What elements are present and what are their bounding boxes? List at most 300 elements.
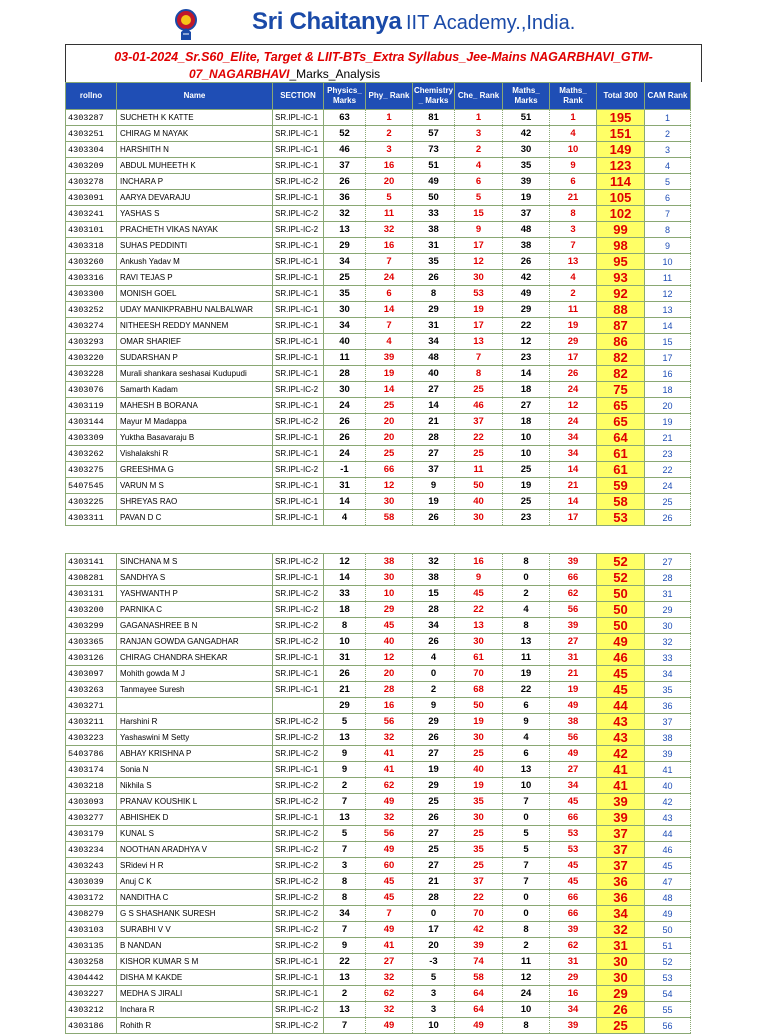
- table-row: [66, 446, 691, 462]
- cam-rank-cell: 55: [645, 1002, 691, 1018]
- table-row: [66, 570, 691, 586]
- maths-rank-cell: 4: [550, 126, 597, 142]
- maths-rank-cell: 31: [550, 954, 597, 970]
- maths-rank-cell: 11: [550, 302, 597, 318]
- phy-rank-cell: 29: [366, 602, 413, 618]
- rollno-cell: 4303131: [66, 586, 117, 602]
- cam-rank-cell: 12: [645, 286, 691, 302]
- total-cell: 36: [597, 874, 645, 890]
- che-rank-cell: 42: [455, 922, 503, 938]
- physics-marks-cell: -1: [324, 462, 366, 478]
- physics-marks-cell: 11: [324, 350, 366, 366]
- table-row: [66, 970, 691, 986]
- name-cell: RANJAN GOWDA GANGADHAR: [117, 634, 273, 650]
- phy-rank-cell: 11: [366, 206, 413, 222]
- total-cell: 105: [597, 190, 645, 206]
- rollno-cell: 5407545: [66, 478, 117, 494]
- maths-rank-cell: 45: [550, 874, 597, 890]
- maths-marks-cell: 27: [503, 398, 550, 414]
- phy-rank-cell: 10: [366, 586, 413, 602]
- rollno-cell: 5403786: [66, 746, 117, 762]
- rollno-cell: 4303212: [66, 1002, 117, 1018]
- name-cell: SUCHETH K KATTE: [117, 110, 273, 126]
- name-cell: KISHOR KUMAR S M: [117, 954, 273, 970]
- maths-rank-cell: 26: [550, 366, 597, 382]
- section-cell: SR.IPL-IC-2: [273, 174, 324, 190]
- total-cell: 34: [597, 906, 645, 922]
- che-rank-cell: 22: [455, 430, 503, 446]
- name-cell: NANDITHA C: [117, 890, 273, 906]
- phy-rank-cell: 7: [366, 318, 413, 334]
- table-row: [66, 826, 691, 842]
- section-cell: SR.IPL-IC-1: [273, 318, 324, 334]
- rollno-cell: 4303228: [66, 366, 117, 382]
- col-section: SECTION: [273, 83, 324, 110]
- name-cell: PAVAN D C: [117, 510, 273, 526]
- name-cell: Samarth Kadam: [117, 382, 273, 398]
- phy-rank-cell: 20: [366, 414, 413, 430]
- cam-rank-cell: 11: [645, 270, 691, 286]
- che-rank-cell: 39: [455, 938, 503, 954]
- maths-marks-cell: 2: [503, 938, 550, 954]
- maths-marks-cell: 13: [503, 762, 550, 778]
- rollno-cell: 4303263: [66, 682, 117, 698]
- maths-marks-cell: 11: [503, 650, 550, 666]
- maths-rank-cell: 4: [550, 270, 597, 286]
- physics-marks-cell: 29: [324, 238, 366, 254]
- chemistry-marks-cell: 5: [413, 970, 455, 986]
- maths-rank-cell: 21: [550, 666, 597, 682]
- physics-marks-cell: 12: [324, 554, 366, 570]
- section-cell: SR.IPL-IC-1: [273, 954, 324, 970]
- che-rank-cell: 30: [455, 510, 503, 526]
- maths-rank-cell: 34: [550, 446, 597, 462]
- table-row: [66, 238, 691, 254]
- maths-rank-cell: 6: [550, 174, 597, 190]
- section-cell: SR.IPL-IC-2: [273, 890, 324, 906]
- table-row: [66, 286, 691, 302]
- chemistry-marks-cell: 29: [413, 302, 455, 318]
- cam-rank-cell: 54: [645, 986, 691, 1002]
- physics-marks-cell: 26: [324, 174, 366, 190]
- section-cell: SR.IPL-IC-2: [273, 206, 324, 222]
- cam-rank-cell: 44: [645, 826, 691, 842]
- che-rank-cell: 12: [455, 254, 503, 270]
- maths-rank-cell: 45: [550, 858, 597, 874]
- name-cell: KUNAL S: [117, 826, 273, 842]
- cam-rank-cell: 7: [645, 206, 691, 222]
- maths-marks-cell: 11: [503, 954, 550, 970]
- col-name: Name: [117, 83, 273, 110]
- che-rank-cell: 22: [455, 890, 503, 906]
- total-cell: 123: [597, 158, 645, 174]
- total-cell: 93: [597, 270, 645, 286]
- total-cell: 149: [597, 142, 645, 158]
- physics-marks-cell: 36: [324, 190, 366, 206]
- physics-marks-cell: 28: [324, 366, 366, 382]
- cam-rank-cell: 36: [645, 698, 691, 714]
- total-cell: 25: [597, 1018, 645, 1034]
- che-rank-cell: 8: [455, 366, 503, 382]
- cam-rank-cell: 18: [645, 382, 691, 398]
- che-rank-cell: 37: [455, 414, 503, 430]
- table-row: [66, 302, 691, 318]
- che-rank-cell: 11: [455, 462, 503, 478]
- section-cell: SR.IPL-IC-1: [273, 570, 324, 586]
- chemistry-marks-cell: 26: [413, 270, 455, 286]
- header-row: [66, 83, 691, 110]
- total-cell: 39: [597, 810, 645, 826]
- maths-rank-cell: 14: [550, 494, 597, 510]
- table-row: [66, 554, 691, 570]
- table-row: [66, 682, 691, 698]
- physics-marks-cell: 34: [324, 318, 366, 334]
- rollno-cell: 4303227: [66, 986, 117, 1002]
- rollno-cell: 4308279: [66, 906, 117, 922]
- rollno-cell: 4303223: [66, 730, 117, 746]
- physics-marks-cell: 7: [324, 842, 366, 858]
- physics-marks-cell: 63: [324, 110, 366, 126]
- section-cell: SR.IPL-IC-1: [273, 762, 324, 778]
- section-cell: SR.IPL-IC-1: [273, 478, 324, 494]
- section-cell: SR.IPL-IC-1: [273, 302, 324, 318]
- chemistry-marks-cell: 3: [413, 1002, 455, 1018]
- section-cell: SR.IPL-IC-2: [273, 714, 324, 730]
- che-rank-cell: 25: [455, 446, 503, 462]
- name-cell: B NANDAN: [117, 938, 273, 954]
- total-cell: 45: [597, 666, 645, 682]
- phy-rank-cell: 49: [366, 922, 413, 938]
- maths-marks-cell: 12: [503, 334, 550, 350]
- total-cell: 36: [597, 890, 645, 906]
- phy-rank-cell: 49: [366, 794, 413, 810]
- cam-rank-cell: 24: [645, 478, 691, 494]
- maths-rank-cell: 62: [550, 938, 597, 954]
- chemistry-marks-cell: 20: [413, 938, 455, 954]
- che-rank-cell: 3: [455, 126, 503, 142]
- rollno-cell: 4303252: [66, 302, 117, 318]
- rollno-cell: 4303316: [66, 270, 117, 286]
- phy-rank-cell: 14: [366, 302, 413, 318]
- name-cell: Anuj C K: [117, 874, 273, 890]
- name-cell: SINCHANA M S: [117, 554, 273, 570]
- physics-marks-cell: 35: [324, 286, 366, 302]
- cam-rank-cell: 8: [645, 222, 691, 238]
- phy-rank-cell: 30: [366, 570, 413, 586]
- cam-rank-cell: 6: [645, 190, 691, 206]
- name-cell: Ankush Yadav M: [117, 254, 273, 270]
- table-row: [66, 206, 691, 222]
- cam-rank-cell: 1: [645, 110, 691, 126]
- che-rank-cell: 30: [455, 634, 503, 650]
- maths-rank-cell: 24: [550, 382, 597, 398]
- che-rank-cell: 5: [455, 190, 503, 206]
- physics-marks-cell: 9: [324, 938, 366, 954]
- che-rank-cell: 2: [455, 142, 503, 158]
- maths-marks-cell: 0: [503, 570, 550, 586]
- table-row: [66, 318, 691, 334]
- section-cell: SR.IPL-IC-1: [273, 238, 324, 254]
- name-cell: GAGANASHREE B N: [117, 618, 273, 634]
- che-rank-cell: 19: [455, 302, 503, 318]
- chemistry-marks-cell: 31: [413, 238, 455, 254]
- total-cell: 99: [597, 222, 645, 238]
- chemistry-marks-cell: 31: [413, 318, 455, 334]
- physics-marks-cell: 31: [324, 478, 366, 494]
- total-cell: 65: [597, 398, 645, 414]
- rollno-cell: 4303119: [66, 398, 117, 414]
- maths-rank-cell: 31: [550, 650, 597, 666]
- rollno-cell: 4308281: [66, 570, 117, 586]
- phy-rank-cell: 49: [366, 1018, 413, 1034]
- rollno-cell: 4303365: [66, 634, 117, 650]
- cam-rank-cell: 46: [645, 842, 691, 858]
- phy-rank-cell: 2: [366, 126, 413, 142]
- rollno-cell: 4303277: [66, 810, 117, 826]
- cam-rank-cell: 32: [645, 634, 691, 650]
- total-cell: 65: [597, 414, 645, 430]
- total-cell: 52: [597, 554, 645, 570]
- total-cell: 37: [597, 842, 645, 858]
- section-cell: SR.IPL-IC-1: [273, 142, 324, 158]
- chemistry-marks-cell: 19: [413, 762, 455, 778]
- total-cell: 41: [597, 778, 645, 794]
- chemistry-marks-cell: 0: [413, 906, 455, 922]
- name-cell: Vishalakshi R: [117, 446, 273, 462]
- col-chemistry-marks: Chemistry _ Marks: [413, 83, 455, 110]
- chemistry-marks-cell: 26: [413, 730, 455, 746]
- chemistry-marks-cell: 21: [413, 874, 455, 890]
- report-title-code: 07_NAGARBHAVI: [189, 67, 290, 81]
- rollno-cell: 4303103: [66, 922, 117, 938]
- maths-marks-cell: 25: [503, 462, 550, 478]
- rollno-cell: 4303144: [66, 414, 117, 430]
- cam-rank-cell: 41: [645, 762, 691, 778]
- maths-rank-cell: 21: [550, 190, 597, 206]
- maths-rank-cell: 39: [550, 1018, 597, 1034]
- chemistry-marks-cell: 38: [413, 222, 455, 238]
- che-rank-cell: 25: [455, 746, 503, 762]
- section-cell: SR.IPL-IC-1: [273, 650, 324, 666]
- maths-marks-cell: 23: [503, 350, 550, 366]
- cam-rank-cell: 3: [645, 142, 691, 158]
- table-row: [66, 986, 691, 1002]
- cam-rank-cell: 48: [645, 890, 691, 906]
- rollno-cell: 4303311: [66, 510, 117, 526]
- physics-marks-cell: 24: [324, 446, 366, 462]
- rollno-cell: 4303101: [66, 222, 117, 238]
- name-cell: Mohith gowda M J: [117, 666, 273, 682]
- phy-rank-cell: 32: [366, 730, 413, 746]
- rollno-cell: 4303274: [66, 318, 117, 334]
- che-rank-cell: 35: [455, 842, 503, 858]
- physics-marks-cell: 34: [324, 254, 366, 270]
- cam-rank-cell: 42: [645, 794, 691, 810]
- phy-rank-cell: 45: [366, 618, 413, 634]
- chemistry-marks-cell: 15: [413, 586, 455, 602]
- table-row: [66, 762, 691, 778]
- physics-marks-cell: 7: [324, 922, 366, 938]
- col-maths-marks: Maths_ Marks: [503, 83, 550, 110]
- rollno-cell: 4303218: [66, 778, 117, 794]
- physics-marks-cell: 14: [324, 570, 366, 586]
- rollno-cell: 4303076: [66, 382, 117, 398]
- maths-marks-cell: 4: [503, 730, 550, 746]
- chemistry-marks-cell: 34: [413, 618, 455, 634]
- maths-rank-cell: 17: [550, 350, 597, 366]
- table-row: [66, 810, 691, 826]
- table-row: [66, 730, 691, 746]
- maths-marks-cell: 8: [503, 618, 550, 634]
- maths-marks-cell: 29: [503, 302, 550, 318]
- table-row: [66, 794, 691, 810]
- phy-rank-cell: 56: [366, 714, 413, 730]
- physics-marks-cell: 5: [324, 714, 366, 730]
- table-row: [66, 334, 691, 350]
- section-cell: SR.IPL-IC-2: [273, 414, 324, 430]
- maths-marks-cell: 25: [503, 494, 550, 510]
- phy-rank-cell: 4: [366, 334, 413, 350]
- maths-marks-cell: 39: [503, 174, 550, 190]
- rollno-cell: 4304442: [66, 970, 117, 986]
- total-cell: 195: [597, 110, 645, 126]
- cam-rank-cell: 52: [645, 954, 691, 970]
- rollno-cell: 4303318: [66, 238, 117, 254]
- section-cell: SR.IPL-IC-2: [273, 618, 324, 634]
- total-cell: 92: [597, 286, 645, 302]
- maths-marks-cell: 8: [503, 1018, 550, 1034]
- che-rank-cell: 1: [455, 110, 503, 126]
- section-cell: SR.IPL-IC-2: [273, 746, 324, 762]
- chemistry-marks-cell: 48: [413, 350, 455, 366]
- che-rank-cell: 49: [455, 1018, 503, 1034]
- total-cell: 50: [597, 602, 645, 618]
- total-cell: 98: [597, 238, 645, 254]
- cam-rank-cell: 31: [645, 586, 691, 602]
- maths-marks-cell: 0: [503, 906, 550, 922]
- maths-rank-cell: 66: [550, 570, 597, 586]
- section-cell: SR.IPL-IC-2: [273, 382, 324, 398]
- maths-rank-cell: 49: [550, 698, 597, 714]
- che-rank-cell: 40: [455, 494, 503, 510]
- chemistry-marks-cell: 17: [413, 922, 455, 938]
- section-cell: SR.IPL-IC-1: [273, 986, 324, 1002]
- table-row: [66, 874, 691, 890]
- maths-rank-cell: 66: [550, 906, 597, 922]
- maths-marks-cell: 24: [503, 986, 550, 1002]
- phy-rank-cell: 20: [366, 430, 413, 446]
- rollno-cell: 4303225: [66, 494, 117, 510]
- maths-rank-cell: 34: [550, 778, 597, 794]
- section-cell: SR.IPL-IC-2: [273, 462, 324, 478]
- physics-marks-cell: 5: [324, 826, 366, 842]
- maths-rank-cell: 53: [550, 826, 597, 842]
- maths-rank-cell: 49: [550, 746, 597, 762]
- che-rank-cell: 17: [455, 238, 503, 254]
- name-cell: PRANAV KOUSHIK L: [117, 794, 273, 810]
- total-cell: 37: [597, 826, 645, 842]
- total-cell: 45: [597, 682, 645, 698]
- che-rank-cell: 22: [455, 602, 503, 618]
- cam-rank-cell: 53: [645, 970, 691, 986]
- cam-rank-cell: 9: [645, 238, 691, 254]
- rollno-cell: 4303243: [66, 858, 117, 874]
- phy-rank-cell: 45: [366, 874, 413, 890]
- report-title-line2: [189, 67, 380, 81]
- logo-emblem-icon: [174, 8, 198, 42]
- name-cell: HARSHITH N: [117, 142, 273, 158]
- maths-rank-cell: 38: [550, 714, 597, 730]
- name-cell: AARYA DEVARAJU: [117, 190, 273, 206]
- name-cell: Mayur M Madappa: [117, 414, 273, 430]
- section-cell: SR.IPL-IC-2: [273, 1002, 324, 1018]
- table-row: [66, 666, 691, 682]
- phy-rank-cell: 41: [366, 938, 413, 954]
- cam-rank-cell: 43: [645, 810, 691, 826]
- physics-marks-cell: 29: [324, 698, 366, 714]
- maths-marks-cell: 49: [503, 286, 550, 302]
- rollno-cell: 4303179: [66, 826, 117, 842]
- chemistry-marks-cell: 33: [413, 206, 455, 222]
- maths-rank-cell: 39: [550, 618, 597, 634]
- cam-rank-cell: 26: [645, 510, 691, 526]
- brand-title: [252, 8, 575, 38]
- rollno-cell: 4303141: [66, 554, 117, 570]
- section-cell: SR.IPL-IC-1: [273, 398, 324, 414]
- name-cell: VARUN M S: [117, 478, 273, 494]
- table-row: [66, 746, 691, 762]
- maths-marks-cell: 23: [503, 510, 550, 526]
- table-row: [66, 906, 691, 922]
- maths-rank-cell: 2: [550, 286, 597, 302]
- che-rank-cell: 30: [455, 270, 503, 286]
- section-cell: SR.IPL-IC-2: [273, 906, 324, 922]
- cam-rank-cell: 40: [645, 778, 691, 794]
- maths-marks-cell: 7: [503, 874, 550, 890]
- maths-marks-cell: 10: [503, 430, 550, 446]
- table-row: [66, 222, 691, 238]
- table-row: [66, 398, 691, 414]
- name-cell: Nikhila S: [117, 778, 273, 794]
- phy-rank-cell: 30: [366, 494, 413, 510]
- cam-rank-cell: 47: [645, 874, 691, 890]
- maths-marks-cell: 4: [503, 602, 550, 618]
- section-cell: SR.IPL-IC-1: [273, 190, 324, 206]
- chemistry-marks-cell: 32: [413, 554, 455, 570]
- rollno-cell: 4303174: [66, 762, 117, 778]
- table-row: [66, 634, 691, 650]
- total-cell: 86: [597, 334, 645, 350]
- total-cell: 32: [597, 922, 645, 938]
- phy-rank-cell: 20: [366, 666, 413, 682]
- name-cell: YASHAS S: [117, 206, 273, 222]
- che-rank-cell: 53: [455, 286, 503, 302]
- chemistry-marks-cell: 38: [413, 570, 455, 586]
- rollno-cell: 4303258: [66, 954, 117, 970]
- cam-rank-cell: 28: [645, 570, 691, 586]
- cam-rank-cell: 5: [645, 174, 691, 190]
- phy-rank-cell: 39: [366, 350, 413, 366]
- maths-marks-cell: 12: [503, 970, 550, 986]
- phy-rank-cell: 32: [366, 222, 413, 238]
- physics-marks-cell: 8: [324, 618, 366, 634]
- phy-rank-cell: 25: [366, 446, 413, 462]
- total-cell: 151: [597, 126, 645, 142]
- maths-rank-cell: 66: [550, 890, 597, 906]
- table-row: [66, 922, 691, 938]
- name-cell: UDAY MANIKPRABHU NALBALWAR: [117, 302, 273, 318]
- chemistry-marks-cell: 73: [413, 142, 455, 158]
